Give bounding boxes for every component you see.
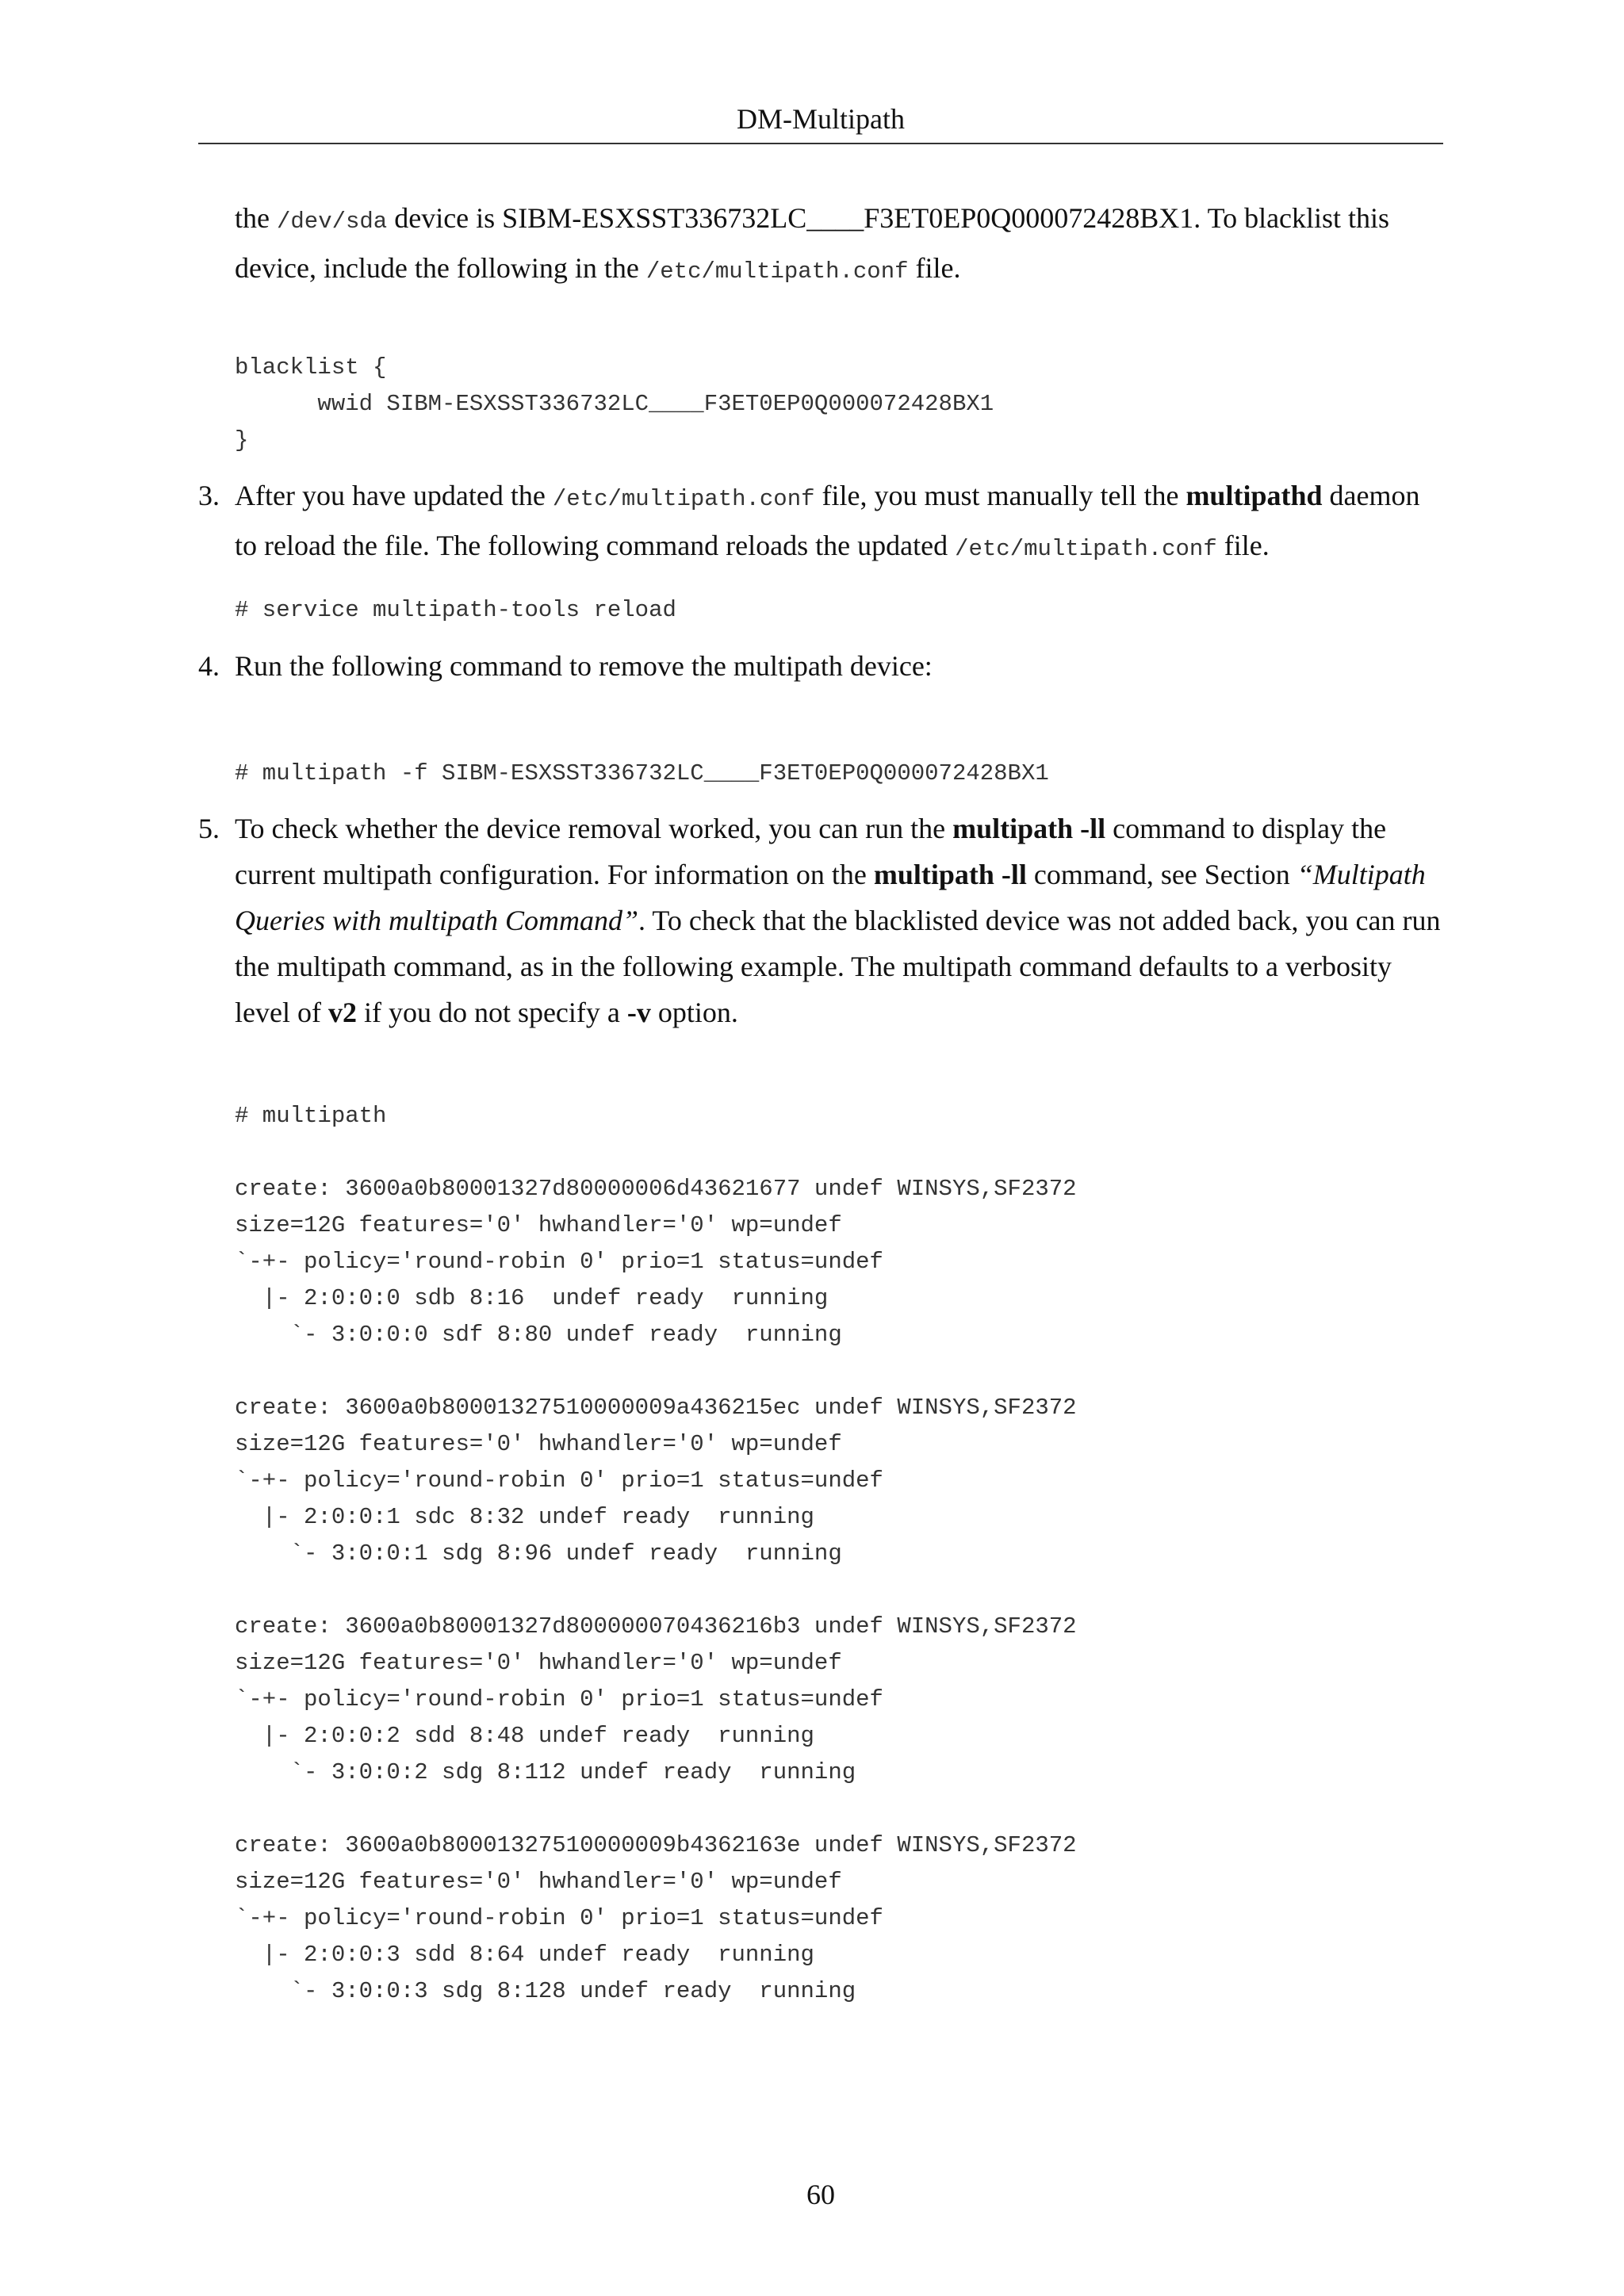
intro-inline-code-multipath-conf: /etc/multipath.conf bbox=[645, 258, 909, 285]
code-line: |- 2:0:0:0 sdb 8:16 undef ready running bbox=[235, 1285, 829, 1311]
step-5-text-3: command, see Section bbox=[1026, 859, 1297, 890]
code-line: # service multipath-tools reload bbox=[235, 597, 676, 623]
code-line: size=12G features='0' hwhandler='0' wp=undef bbox=[235, 1212, 842, 1238]
code-line: wwid SIBM-ESXSST336732LC____F3ET0EP0Q000072428BX1 bbox=[235, 391, 994, 417]
step-5-bold-multipath-ll-2: multipath -ll bbox=[873, 859, 1027, 890]
step-3-inline-code-2: /etc/multipath.conf bbox=[955, 536, 1217, 562]
intro-paragraph bbox=[235, 195, 1444, 295]
page-header-title: DM-Multipath bbox=[737, 103, 905, 135]
code-line: create: 3600a0b80001327d800000070436216b3 undef WINSYS,SF2372 bbox=[235, 1613, 1077, 1640]
code-line: create: 3600a0b80001327d80000006d43621677 undef WINSYS,SF2372 bbox=[235, 1176, 1077, 1202]
step-5-bold-multipath-ll-1: multipath -ll bbox=[952, 813, 1106, 844]
code-line: `-+- policy='round-robin 0' prio=1 status=undef bbox=[235, 1249, 883, 1275]
list-item-step-4 bbox=[198, 643, 1447, 689]
code-line: size=12G features='0' hwhandler='0' wp=undef bbox=[235, 1869, 842, 1895]
step-5-section-reference: “Multipath Queries with multipath Command” bbox=[235, 859, 1426, 936]
code-line: size=12G features='0' hwhandler='0' wp=undef bbox=[235, 1650, 842, 1676]
code-line: `- 3:0:0:1 sdg 8:96 undef ready running bbox=[235, 1540, 842, 1567]
step-4-text: Run the following command to remove the multipath device: bbox=[235, 650, 933, 682]
code-line bbox=[235, 1135, 1077, 1171]
code-block-reload bbox=[235, 592, 676, 629]
code-block-blacklist bbox=[235, 350, 994, 459]
step-3-bold-multipathd: multipathd bbox=[1185, 480, 1323, 511]
code-block-multipath-output bbox=[235, 1098, 1077, 2010]
step-3-text-3: daemon to reload the file. The following command reloads the updated bbox=[235, 480, 1420, 561]
step-3-text-4: file. bbox=[1216, 530, 1270, 561]
step-5-text-2: command to display the current multipath configuration. For information on the bbox=[235, 813, 1387, 890]
code-line: size=12G features='0' hwhandler='0' wp=undef bbox=[235, 1431, 842, 1457]
code-line: `-+- policy='round-robin 0' prio=1 status=undef bbox=[235, 1686, 883, 1712]
code-line: } bbox=[235, 427, 249, 453]
list-item-step-5 bbox=[198, 806, 1447, 1035]
code-block-remove bbox=[235, 756, 1049, 792]
step-5-text-4: . To check that the blacklisted device was not added back, you can run the multipath command, as in the following example. The multipath command defaults to a verbosity level of bbox=[235, 905, 1441, 1028]
code-line: # multipath bbox=[235, 1103, 387, 1129]
intro-inline-code-dev-sda: /dev/sda bbox=[276, 209, 388, 235]
step-5-text-6: option. bbox=[650, 997, 738, 1028]
step-5-bold-v2: v2 bbox=[327, 997, 357, 1028]
code-line: `- 3:0:0:0 sdf 8:80 undef ready running bbox=[235, 1322, 842, 1348]
intro-text-1: the bbox=[235, 202, 277, 234]
intro-text-2: device is SIBM-ESXSST336732LC____F3ET0EP0Q000072428BX1. To blacklist this device, include the following in the bbox=[235, 202, 1390, 284]
step-3-text-1: After you have updated the bbox=[235, 480, 553, 511]
code-line: create: 3600a0b80001327510000009b4362163e undef WINSYS,SF2372 bbox=[235, 1832, 1077, 1858]
code-line bbox=[235, 1791, 1077, 1827]
code-line bbox=[235, 1353, 1077, 1390]
code-line: |- 2:0:0:2 sdd 8:48 undef ready running bbox=[235, 1723, 814, 1749]
step-3-text-2: file, you must manually tell the bbox=[814, 480, 1186, 511]
step-4-number: 4. bbox=[198, 650, 220, 682]
intro-text-3: file. bbox=[908, 252, 961, 284]
code-line: create: 3600a0b80001327510000009a436215ec undef WINSYS,SF2372 bbox=[235, 1395, 1077, 1421]
step-5-text-1: To check whether the device removal worked, you can run the bbox=[235, 813, 953, 844]
step-3-number: 3. bbox=[198, 480, 220, 511]
code-line bbox=[235, 1572, 1077, 1609]
code-line: blacklist { bbox=[235, 354, 387, 381]
code-line: # multipath -f SIBM-ESXSST336732LC____F3ET0EP0Q000072428BX1 bbox=[235, 760, 1049, 786]
step-5-number: 5. bbox=[198, 813, 220, 844]
code-line: `- 3:0:0:2 sdg 8:112 undef ready running bbox=[235, 1759, 856, 1785]
code-line: |- 2:0:0:1 sdc 8:32 undef ready running bbox=[235, 1504, 814, 1530]
list-item-step-3 bbox=[198, 473, 1447, 572]
header-divider bbox=[198, 143, 1443, 144]
step-5-bold-v-option: -v bbox=[626, 997, 651, 1028]
code-line: `-+- policy='round-robin 0' prio=1 status=undef bbox=[235, 1905, 883, 1931]
code-line: `-+- policy='round-robin 0' prio=1 status=undef bbox=[235, 1468, 883, 1494]
code-line: `- 3:0:0:3 sdg 8:128 undef ready running bbox=[235, 1978, 856, 2004]
step-5-text-5: if you do not specify a bbox=[356, 997, 627, 1028]
step-3-inline-code-1: /etc/multipath.conf bbox=[552, 486, 815, 512]
page-number: 60 bbox=[806, 2179, 835, 2210]
code-line: |- 2:0:0:3 sdd 8:64 undef ready running bbox=[235, 1942, 814, 1968]
